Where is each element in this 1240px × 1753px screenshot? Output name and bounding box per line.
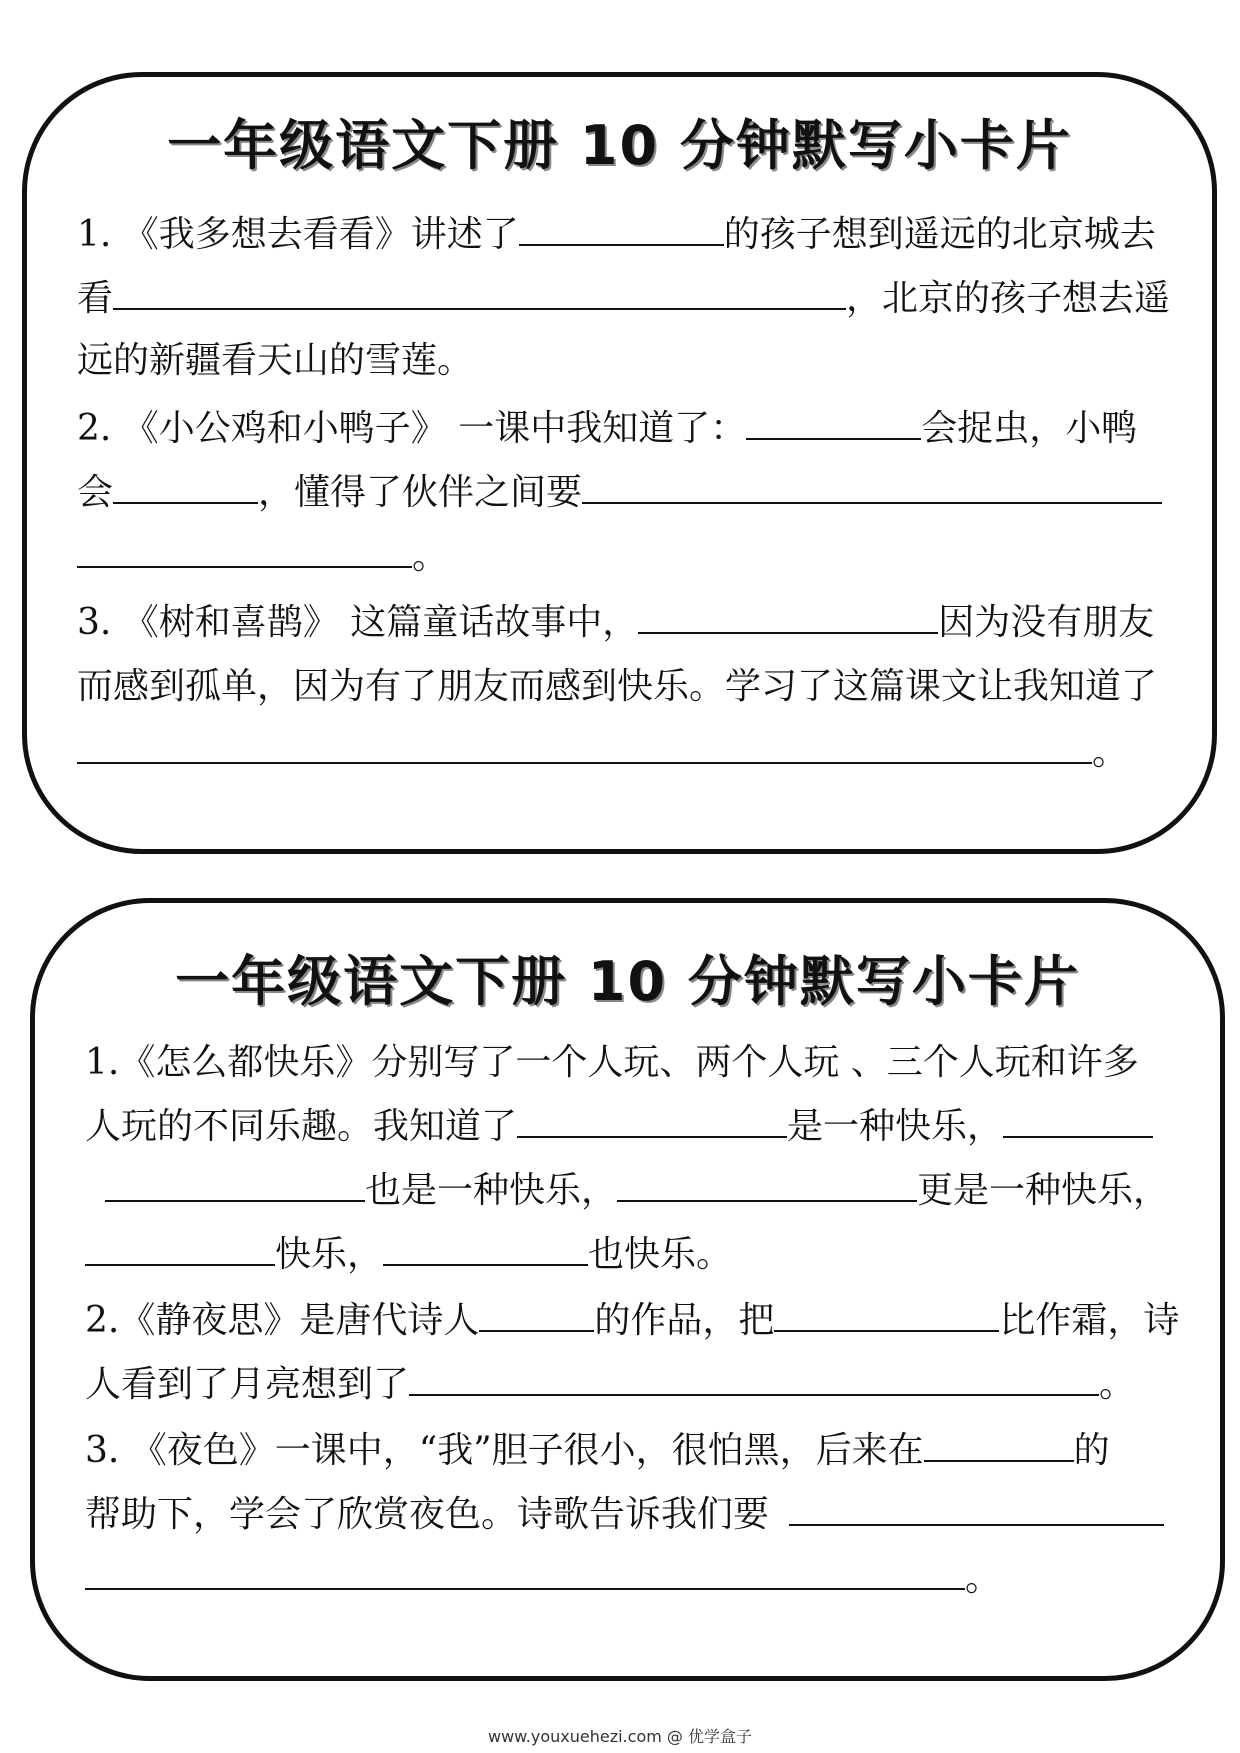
- card-1-title: 一年级语文下册 10 分钟默写小卡片: [167, 114, 1072, 177]
- blank[interactable]: [517, 1106, 787, 1138]
- card-1: [22, 72, 1217, 854]
- blank[interactable]: [479, 1300, 594, 1332]
- blank[interactable]: [85, 1234, 275, 1266]
- c2-q3-line2: 帮助下，学会了欣赏夜色。诗歌告诉我们要: [85, 1493, 1190, 1541]
- c1-q1-line1: 1. 《我多想去看看》讲述了 的孩子想到遥远的北京城去: [77, 214, 1156, 255]
- blank[interactable]: [113, 278, 846, 310]
- blank[interactable]: [789, 1494, 1164, 1526]
- blank[interactable]: [1003, 1106, 1153, 1138]
- c2-q1-line1: 1.《怎么都快乐》分别写了一个人玩、两个人玩 、三个人玩和许多: [85, 1042, 1139, 1083]
- c1-q1-line3: 远的新疆看天山的雪莲。: [77, 340, 474, 381]
- blank[interactable]: [519, 214, 724, 246]
- blank[interactable]: [638, 602, 938, 634]
- blank[interactable]: [383, 1234, 588, 1266]
- blank[interactable]: [409, 1364, 1099, 1396]
- blank[interactable]: [85, 1558, 965, 1590]
- c2-q1-line3: 也是一种快乐， 更是一种快乐，: [85, 1169, 1190, 1217]
- c2-q1-line2: 人玩的不同乐趣。我知道了 是一种快乐，: [85, 1105, 1190, 1153]
- c2-q2-line2: 人看到了月亮想到了 。: [85, 1364, 1136, 1405]
- c1-q3-line1: 3. 《树和喜鹊》 这篇童话故事中， 因为没有朋友: [77, 602, 1155, 643]
- footer-watermark: www.youxuehezi.com @ 优学盒子: [488, 1727, 752, 1746]
- c2-q1-line4: 快乐， 也快乐。: [85, 1233, 1190, 1281]
- card-2: [30, 898, 1225, 1681]
- blank[interactable]: [113, 472, 258, 504]
- card-2-title: 一年级语文下册 10 分钟默写小卡片: [175, 950, 1080, 1013]
- c1-q1-line2: 看 ，北京的孩子想去遥: [77, 278, 1171, 319]
- c2-q3-line3: 。: [85, 1557, 1190, 1605]
- c1-q3-line3: 。: [77, 731, 1182, 779]
- blank[interactable]: [746, 408, 921, 440]
- blank[interactable]: [774, 1300, 999, 1332]
- blank[interactable]: [924, 1430, 1074, 1462]
- c1-q2-line2: 会 ，懂得了伙伴之间要: [77, 471, 1182, 519]
- c1-q3-line2: 而感到孤单，因为有了朋友而感到快乐。学习了这篇课文让我知道了: [77, 666, 1158, 707]
- blank[interactable]: [77, 536, 412, 568]
- blank[interactable]: [77, 732, 1092, 764]
- c1-q2-line3: 。: [77, 535, 1182, 583]
- c2-q2-line1: 2.《静夜思》是唐代诗人 的作品，把 比作霜，诗: [85, 1300, 1180, 1341]
- blank[interactable]: [617, 1170, 917, 1202]
- blank[interactable]: [582, 472, 1162, 504]
- c2-q3-line1: 3. 《夜色》一课中，“我”胆子很小，很怕黑，后来在 的: [85, 1430, 1110, 1471]
- blank[interactable]: [105, 1170, 365, 1202]
- c1-q2-line1: 2. 《小公鸡和小鸭子》 一课中我知道了： 会捉虫，小鸭: [77, 408, 1138, 449]
